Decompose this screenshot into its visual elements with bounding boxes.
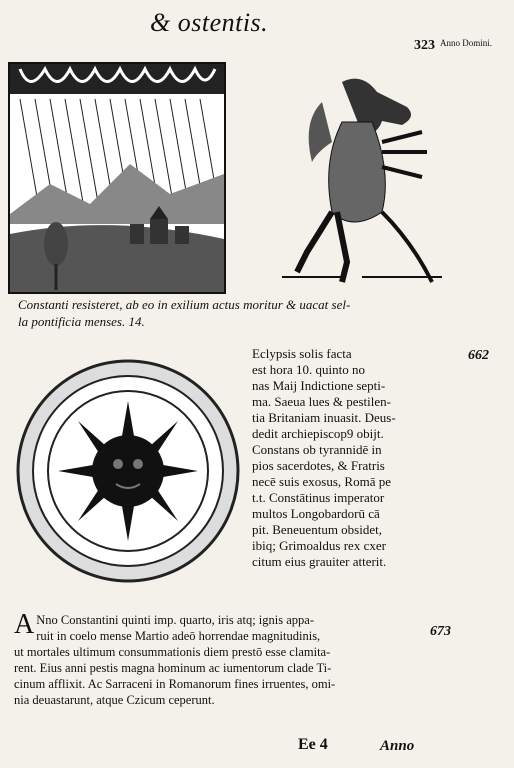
year-margin-673: 673 [430,624,451,639]
text-line: t.t. Constātinus imperator [252,490,385,505]
year-margin-662: 662 [468,348,489,363]
text-line: nia deuastarunt, atque Czicum ceperunt. [14,693,215,707]
woodcut-landscape-rain [8,62,226,294]
page-number: 323 [414,38,435,53]
anno-paragraph [14,609,436,708]
text-line: pit. Beneuentum obsidet, [252,522,382,537]
text-line: Eclypsis solis facta [252,346,352,361]
text-line: est hora 10. quinto no [252,362,366,377]
text-line: citum eius grauiter atterit. [252,554,387,569]
text-line: A Nno Constantini quinti imp. quarto, iris atq; ignis appa- [14,609,314,640]
text-line: tia Britaniam inuasit. Deus- [252,410,396,425]
running-title: & ostentis. [150,8,269,37]
text-line: dedit archiepiscop9 obijt. [252,426,384,441]
eclipse-text-column [252,346,462,570]
woodcut-eclipse-sun [14,346,242,596]
text-line: pios sacerdotes, & Fratris [252,458,385,473]
text-line: Constans ob tyrannidē in [252,442,382,457]
text-line: necē suis exosus, Romā pe [252,474,392,489]
woodcut-monster [272,62,464,290]
text-line: rent. Eius anni pestis magna hominum ac iumentorum clade Ti- [14,661,332,675]
caption-line: Constanti resisteret, ab eo in exilium actus moritur & uacat sel- [18,297,351,312]
text-line: ma. Saeua lues & pestilen- [252,394,391,409]
margin-note: Anno Domini. [440,38,493,48]
woodcut-caption [18,296,438,330]
drop-cap: A [14,609,35,640]
text-line: cinum afflixit. Ac Sarraceni in Romanorum fines irruentes, omi- [14,677,336,691]
text-line: multos Longobardorū cā [252,506,380,521]
text-line: ut mortales ultimum consummationis diem prestō esse clamita- [14,645,331,659]
caption-line: la pontificia menses. 14. [18,314,145,329]
text-line: ibiq; Grimoaldus rex cxer [252,538,386,553]
text-line: ruit in coelo mense Martio adeō horrendae magnitudinis, [36,629,321,643]
catchword: Anno [380,738,415,754]
text-line: nas Maij Indictione septi- [252,378,386,393]
signature-mark: Ee 4 [298,736,328,753]
